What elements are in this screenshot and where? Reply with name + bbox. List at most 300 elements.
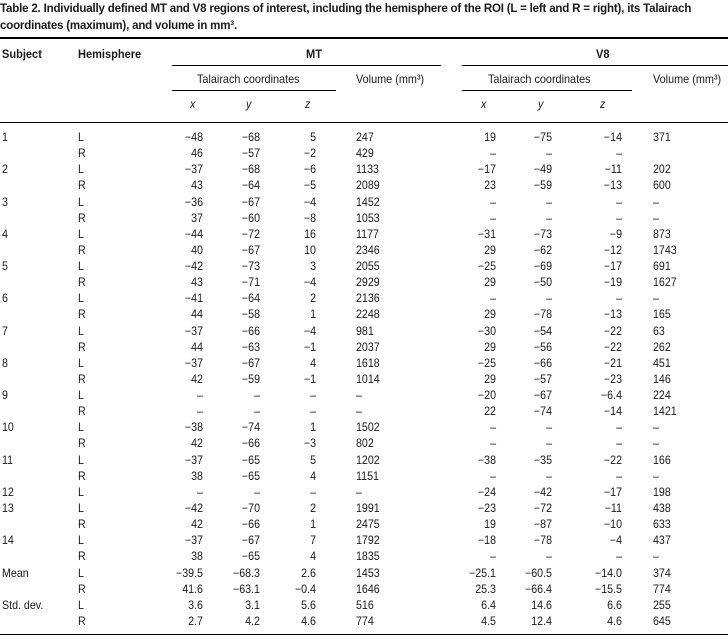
row-hemisphere: L: [78, 567, 84, 580]
mt-volume-cell: 1202: [356, 454, 380, 467]
v8-x-cell: 29: [484, 308, 496, 321]
v8-y-cell: –: [546, 550, 552, 563]
v8-z-cell: –: [616, 212, 622, 225]
row-subject: 14: [2, 534, 14, 547]
v8-z-cell: −21: [603, 357, 622, 370]
mt-x-cell: 37: [191, 212, 203, 225]
v8-y-cell: −42: [533, 486, 552, 499]
mt-volume-cell: 981: [356, 325, 374, 338]
header-mt-talairach: Talairach coordinates: [197, 72, 300, 86]
mt-z-cell: −0.4: [294, 583, 316, 596]
row-hemisphere: R: [78, 470, 86, 483]
mt-volume-cell: 1014: [356, 373, 380, 386]
mt-x-cell: 42: [191, 437, 203, 450]
v8-y-cell: −69: [533, 260, 552, 273]
v8-volume-cell: 198: [653, 486, 671, 499]
mt-z-cell: 4: [310, 357, 316, 370]
row-subject: 1: [2, 131, 8, 144]
mt-y-cell: −59: [241, 373, 260, 386]
row-subject: 11: [2, 454, 14, 467]
v8-z-cell: −10: [603, 518, 622, 531]
v8-y-cell: −75: [533, 131, 552, 144]
row-subject: Mean: [2, 567, 29, 580]
mt-y-cell: 3.1: [245, 599, 260, 612]
v8-x-cell: −31: [477, 228, 496, 241]
mt-y-cell: −67: [241, 534, 260, 547]
v8-volume-cell: –: [653, 292, 659, 305]
v8-x-cell: –: [490, 470, 496, 483]
row-hemisphere: R: [78, 179, 86, 192]
mt-z-cell: 4.6: [301, 615, 316, 628]
header-mt: MT: [306, 47, 322, 61]
row-subject: 7: [2, 325, 8, 338]
mt-volume-cell: 1452: [356, 196, 380, 209]
mt-volume-cell: 1792: [356, 534, 380, 547]
header-subject: Subject: [2, 47, 42, 61]
header-hemisphere: Hemisphere: [78, 47, 142, 61]
v8-x-cell: −17: [477, 163, 496, 176]
v8-z-cell: −14: [603, 405, 622, 418]
v8-z-cell: −23: [603, 373, 622, 386]
mt-volume-cell: 2136: [356, 292, 380, 305]
mt-z-cell: 2: [310, 292, 316, 305]
mt-z-cell: –: [310, 389, 316, 402]
mt-rule: [172, 65, 441, 66]
row-hemisphere: R: [78, 212, 86, 225]
v8-volume-cell: 691: [653, 260, 671, 273]
v8-x-cell: −25.1: [469, 567, 496, 580]
row-hemisphere: R: [78, 583, 86, 596]
mt-volume-cell: 1453: [356, 567, 380, 580]
mt-x-cell: 42: [191, 518, 203, 531]
mt-volume-cell: 774: [356, 615, 374, 628]
mt-y-cell: −68: [241, 131, 260, 144]
v8-z-cell: –: [616, 470, 622, 483]
row-subject: 12: [2, 486, 14, 499]
mt-volume-cell: 1835: [356, 550, 380, 563]
mt-x-cell: 40: [191, 244, 203, 257]
v8-x-cell: 6.4: [481, 599, 496, 612]
mt-z-cell: −1: [303, 341, 316, 354]
mt-y-cell: −71: [241, 276, 260, 289]
v8-y-cell: 12.4: [531, 615, 552, 628]
mt-x-cell: –: [197, 389, 203, 402]
v8-z-cell: −13: [603, 308, 622, 321]
v8-volume-cell: –: [653, 550, 659, 563]
mt-y-cell: −66: [241, 518, 260, 531]
v8-y-cell: −78: [533, 308, 552, 321]
mt-z-cell: 2.6: [301, 567, 316, 580]
v8-x-cell: –: [490, 421, 496, 434]
mt-z-cell: −4: [303, 325, 316, 338]
mt-y-cell: –: [254, 405, 260, 418]
header-mt-y: y: [246, 98, 252, 111]
mt-volume-cell: 2929: [356, 276, 380, 289]
v8-x-cell: −20: [477, 389, 496, 402]
v8-z-cell: −22: [603, 325, 622, 338]
mt-z-cell: 16: [304, 228, 316, 241]
v8-y-cell: −66: [533, 357, 552, 370]
v8-y-cell: −59: [533, 179, 552, 192]
mt-y-cell: −73: [241, 260, 260, 273]
mt-x-cell: −42: [184, 260, 203, 273]
v8-z-cell: –: [616, 437, 622, 450]
v8-z-cell: −4: [609, 534, 622, 547]
v8-x-cell: −30: [477, 325, 496, 338]
mt-z-cell: 5: [310, 131, 316, 144]
mt-z-cell: 5.6: [301, 599, 316, 612]
v8-y-cell: −54: [533, 325, 552, 338]
mt-z-cell: −3: [303, 437, 316, 450]
v8-volume-cell: 224: [653, 389, 671, 402]
row-hemisphere: L: [78, 502, 84, 515]
mt-x-cell: 43: [191, 179, 203, 192]
row-subject: 8: [2, 357, 8, 370]
mt-x-cell: 41.6: [182, 583, 203, 596]
mt-z-cell: 3: [310, 260, 316, 273]
v8-x-cell: 23: [484, 179, 496, 192]
row-hemisphere: L: [78, 292, 84, 305]
mt-z-cell: –: [310, 486, 316, 499]
mt-volume-cell: 1133: [356, 163, 379, 176]
mt-z-cell: 1: [310, 518, 316, 531]
v8-z-cell: 6.6: [607, 599, 622, 612]
table-caption: Table 2. Individually defined MT and V8 regions of interest, including the hemisphere of the ROI (L = left and R = right), its Talairach coordinates (maximum), and volume in mm³.: [0, 1, 692, 32]
mt-z-cell: −5: [303, 179, 316, 192]
mt-z-cell: –: [310, 405, 316, 418]
v8-volume-cell: 438: [653, 502, 671, 515]
v8-volume-cell: 451: [653, 357, 671, 370]
v8-z-cell: −19: [603, 276, 622, 289]
row-hemisphere: R: [78, 308, 86, 321]
v8-y-cell: −72: [533, 502, 552, 515]
v8-z-cell: 4.6: [607, 615, 622, 628]
row-hemisphere: R: [78, 615, 86, 628]
v8-y-cell: −66.4: [525, 583, 552, 596]
header-v8: V8: [596, 47, 610, 61]
header-mt-z: z: [305, 98, 311, 111]
v8-y-cell: –: [546, 147, 552, 160]
mt-x-cell: –: [197, 486, 203, 499]
v8-x-cell: –: [490, 196, 496, 209]
v8-z-cell: −13: [603, 179, 622, 192]
mt-z-cell: −8: [303, 212, 316, 225]
mt-x-cell: 44: [191, 341, 203, 354]
v8-z-cell: −12: [603, 244, 622, 257]
mt-z-cell: 1: [310, 421, 316, 434]
mt-volume-cell: 2248: [356, 308, 380, 321]
bottom-rule: [0, 634, 728, 635]
mt-x-cell: −37: [184, 357, 203, 370]
mt-x-cell: −48: [184, 131, 203, 144]
v8-x-cell: 22: [484, 405, 496, 418]
v8-y-cell: –: [546, 470, 552, 483]
mt-volume-cell: 1618: [356, 357, 380, 370]
v8-x-cell: 29: [484, 244, 496, 257]
mt-y-cell: −66: [241, 437, 260, 450]
mt-x-cell: −41: [184, 292, 203, 305]
v8-volume-cell: 371: [653, 131, 671, 144]
header-v8-z: z: [600, 98, 606, 111]
v8-y-cell: −50: [533, 276, 552, 289]
v8-y-cell: −78: [533, 534, 552, 547]
v8-y-cell: 14.6: [531, 599, 552, 612]
mt-x-cell: −38: [184, 421, 203, 434]
v8-x-cell: −25: [477, 357, 496, 370]
v8-z-cell: −11: [604, 502, 622, 515]
mt-volume-cell: 2475: [356, 518, 380, 531]
mt-x-cell: −37: [184, 534, 203, 547]
v8-volume-cell: 146: [653, 373, 671, 386]
v8-volume-cell: 1743: [653, 244, 677, 257]
v8-volume-cell: 600: [653, 179, 671, 192]
v8-x-cell: −23: [477, 502, 496, 515]
v8-x-cell: –: [490, 550, 496, 563]
v8-z-cell: −14: [603, 131, 622, 144]
v8-x-cell: −38: [477, 454, 496, 467]
mt-x-cell: 38: [191, 550, 203, 563]
row-hemisphere: R: [78, 550, 86, 563]
mt-volume-cell: 2055: [356, 260, 380, 273]
v8-volume-cell: 374: [653, 567, 671, 580]
mt-z-cell: 2: [310, 502, 316, 515]
header-v8-talairach: Talairach coordinates: [488, 72, 591, 86]
mt-volume-cell: –: [356, 389, 362, 402]
v8-x-cell: 19: [484, 518, 496, 531]
v8-z-cell: −14.0: [595, 567, 622, 580]
v8-y-cell: –: [546, 196, 552, 209]
v8-y-cell: –: [546, 437, 552, 450]
mt-volume-cell: 1646: [356, 583, 380, 596]
v8-y-cell: −74: [533, 405, 552, 418]
mt-z-cell: 10: [304, 244, 316, 257]
mt-volume-cell: 1053: [356, 212, 380, 225]
v8-z-cell: −22: [603, 454, 622, 467]
mt-y-cell: −57: [241, 147, 260, 160]
mt-x-cell: −37: [184, 163, 203, 176]
v8-x-cell: 29: [484, 276, 496, 289]
mt-z-cell: −4: [303, 196, 316, 209]
mt-volume-cell: 2037: [356, 341, 380, 354]
mt-z-cell: 7: [310, 534, 316, 547]
v8-y-cell: −49: [533, 163, 552, 176]
row-subject: 10: [2, 421, 14, 434]
mt-z-cell: 4: [310, 470, 316, 483]
mt-volume-cell: –: [356, 486, 362, 499]
mt-z-cell: −6: [303, 163, 316, 176]
v8-y-cell: −56: [533, 341, 552, 354]
v8-volume-cell: 1627: [653, 276, 677, 289]
mt-x-cell: 43: [191, 276, 203, 289]
v8-x-cell: –: [490, 147, 496, 160]
v8-volume-cell: 774: [653, 583, 671, 596]
v8-x-cell: 25.3: [475, 583, 496, 596]
row-hemisphere: R: [78, 373, 86, 386]
v8-z-cell: –: [616, 196, 622, 209]
mt-volume-cell: 802: [356, 437, 374, 450]
v8-z-cell: −17: [603, 260, 622, 273]
mt-z-cell: 1: [310, 308, 316, 321]
v8-x-cell: –: [490, 212, 496, 225]
v8-volume-cell: 63: [653, 325, 665, 338]
mt-y-cell: −60: [241, 212, 260, 225]
v8-x-cell: −25: [477, 260, 496, 273]
mt-x-cell: −44: [184, 228, 203, 241]
mt-y-cell: −65: [241, 454, 260, 467]
row-hemisphere: R: [78, 276, 86, 289]
row-hemisphere: R: [78, 518, 86, 531]
v8-volume-cell: 262: [653, 341, 671, 354]
v8-z-cell: −11: [604, 163, 622, 176]
v8-volume-cell: 645: [653, 615, 671, 628]
mt-x-cell: 38: [191, 470, 203, 483]
v8-volume-cell: 165: [653, 308, 671, 321]
v8-y-cell: −57: [533, 373, 552, 386]
mt-z-cell: 4: [310, 550, 316, 563]
v8-volume-cell: 873: [653, 228, 671, 241]
row-hemisphere: L: [78, 357, 84, 370]
mt-volume-cell: 2346: [356, 244, 380, 257]
v8-volume-cell: –: [653, 470, 659, 483]
v8-z-cell: –: [616, 421, 622, 434]
top-rule: [0, 37, 728, 39]
v8-y-cell: –: [546, 212, 552, 225]
row-hemisphere: L: [78, 260, 84, 273]
mt-x-cell: −37: [184, 454, 203, 467]
mt-x-cell: −37: [184, 325, 203, 338]
v8-volume-cell: 1421: [653, 405, 677, 418]
mt-y-cell: −63.1: [233, 583, 260, 596]
row-hemisphere: L: [78, 599, 84, 612]
mt-x-cell: 2.7: [188, 615, 203, 628]
mt-y-cell: −68: [241, 163, 260, 176]
mt-x-cell: 46: [191, 147, 203, 160]
row-hemisphere: L: [78, 389, 84, 402]
mt-z-cell: 5: [310, 454, 316, 467]
v8-z-cell: –: [616, 292, 622, 305]
v8-z-cell: –: [616, 550, 622, 563]
mt-y-cell: −66: [241, 325, 260, 338]
header-bottom-rule: [0, 122, 728, 123]
v8-x-cell: 19: [484, 131, 496, 144]
row-subject: 3: [2, 196, 8, 209]
mt-z-cell: −2: [303, 147, 316, 160]
row-hemisphere: L: [78, 421, 84, 434]
v8-y-cell: −62: [533, 244, 552, 257]
mt-z-cell: −4: [303, 276, 316, 289]
row-subject: 6: [2, 292, 8, 305]
v8-x-cell: 4.5: [481, 615, 496, 628]
row-hemisphere: L: [78, 486, 84, 499]
mt-y-cell: −63: [241, 341, 260, 354]
mt-talairach-rule: [172, 90, 336, 91]
v8-x-cell: −24: [477, 486, 496, 499]
v8-volume-cell: –: [653, 421, 659, 434]
mt-y-cell: −64: [241, 179, 260, 192]
mt-y-cell: −64: [241, 292, 260, 305]
v8-x-cell: 29: [484, 341, 496, 354]
v8-volume-cell: –: [653, 437, 659, 450]
v8-volume-cell: –: [653, 212, 659, 225]
mt-y-cell: –: [254, 486, 260, 499]
mt-volume-cell: 2089: [356, 179, 380, 192]
mt-volume-cell: –: [356, 405, 362, 418]
v8-y-cell: −73: [533, 228, 552, 241]
mt-z-cell: −1: [303, 373, 316, 386]
header-mt-volume: Volume (mm³): [356, 72, 425, 86]
mt-y-cell: −58: [241, 308, 260, 321]
v8-volume-cell: 633: [653, 518, 671, 531]
v8-volume-cell: 166: [653, 454, 671, 467]
mt-x-cell: 42: [191, 373, 203, 386]
header-v8-y: y: [538, 98, 544, 111]
mt-y-cell: −74: [241, 421, 260, 434]
v8-volume-cell: 437: [653, 534, 671, 547]
mt-x-cell: −42: [184, 502, 203, 515]
row-hemisphere: R: [78, 147, 86, 160]
v8-y-cell: −35: [533, 454, 552, 467]
row-subject: 13: [2, 502, 14, 515]
row-subject: 2: [2, 163, 8, 176]
row-hemisphere: L: [78, 163, 84, 176]
header-v8-x: x: [481, 98, 487, 111]
row-hemisphere: R: [78, 244, 86, 257]
v8-volume-cell: 255: [653, 599, 671, 612]
mt-y-cell: −67: [241, 357, 260, 370]
v8-y-cell: −87: [533, 518, 552, 531]
mt-y-cell: −67: [241, 196, 260, 209]
v8-y-cell: –: [546, 292, 552, 305]
v8-rule: [462, 65, 728, 66]
v8-z-cell: −17: [603, 486, 622, 499]
mt-volume-cell: 1991: [356, 502, 380, 515]
v8-volume-cell: 202: [653, 163, 671, 176]
mt-x-cell: –: [197, 405, 203, 418]
v8-y-cell: –: [546, 421, 552, 434]
row-subject: Std. dev.: [2, 599, 44, 612]
row-subject: 5: [2, 260, 8, 273]
row-hemisphere: L: [78, 196, 84, 209]
row-hemisphere: R: [78, 405, 86, 418]
mt-y-cell: −72: [241, 228, 260, 241]
row-hemisphere: L: [78, 534, 84, 547]
row-hemisphere: R: [78, 341, 86, 354]
mt-y-cell: −67: [241, 244, 260, 257]
v8-z-cell: −22: [603, 341, 622, 354]
v8-y-cell: −60.5: [525, 567, 552, 580]
mt-x-cell: −39.5: [176, 567, 203, 580]
v8-y-cell: −67: [533, 389, 552, 402]
v8-x-cell: –: [490, 292, 496, 305]
mt-volume-cell: 429: [356, 147, 374, 160]
row-subject: 4: [2, 228, 8, 241]
v8-x-cell: –: [490, 437, 496, 450]
mt-volume-cell: 516: [356, 599, 374, 612]
row-hemisphere: R: [78, 437, 86, 450]
row-hemisphere: L: [78, 325, 84, 338]
header-mt-x: x: [190, 98, 196, 111]
v8-talairach-rule: [462, 90, 632, 91]
v8-z-cell: −9: [609, 228, 622, 241]
row-subject: 9: [2, 389, 8, 402]
row-hemisphere: L: [78, 454, 84, 467]
v8-z-cell: –: [616, 147, 622, 160]
mt-volume-cell: 247: [356, 131, 374, 144]
mt-volume-cell: 1177: [356, 228, 379, 241]
mt-x-cell: 44: [191, 308, 203, 321]
mt-y-cell: –: [254, 389, 260, 402]
mt-y-cell: −65: [241, 550, 260, 563]
